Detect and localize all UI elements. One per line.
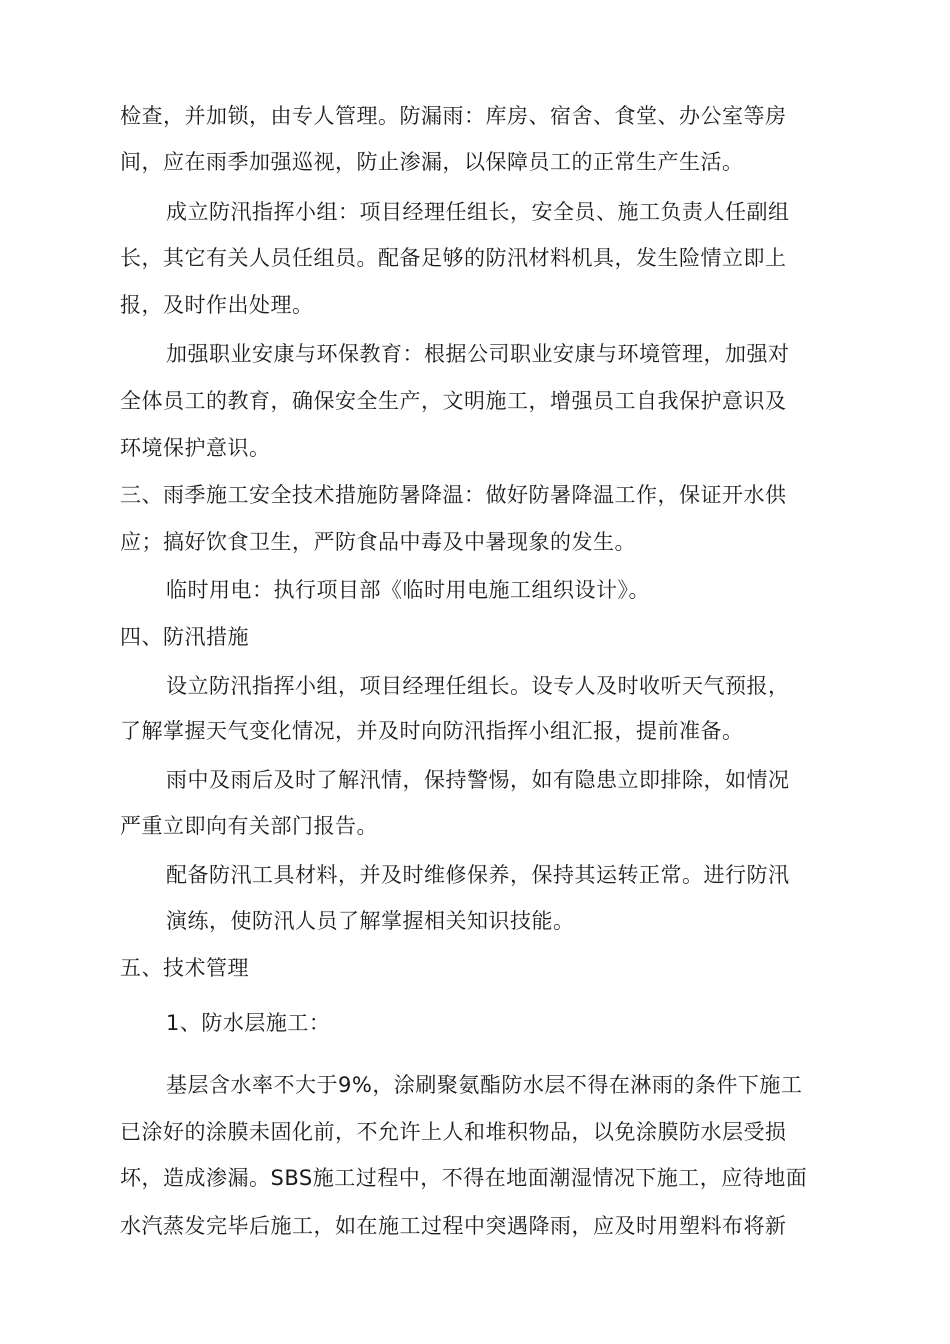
text-line-7: 全体员工的教育，确保安全生产，文明施工，增强员工自我保护意识及 — [120, 389, 787, 413]
text-line-2: 间，应在雨季加强巡视，防止渗漏，以保障员工的正常生产生活。 — [120, 150, 744, 174]
text-line-11: 临时用电：执行项目部《临时用电施工组织设计》。 — [166, 578, 650, 602]
text-line-15: 雨中及雨后及时了解汛情，保持警惕，如有隐患立即排除，如情况 — [166, 768, 790, 792]
text-line-5: 报，及时作出处理。 — [120, 293, 314, 317]
text-line-16: 严重立即向有关部门报告。 — [120, 814, 378, 838]
text-line-9: 三、雨季施工安全技术措施防暑降温：做好防暑降温工作，保证开水供 — [120, 483, 787, 507]
text-line-17: 配备防汛工具材料，并及时维修保养，保持其运转正常。进行防汛 — [166, 863, 790, 887]
text-line-24: 水汽蒸发完毕后施工，如在施工过程中突遇降雨，应及时用塑料布将新 — [120, 1214, 787, 1238]
subsection-heading-1: 1、防水层施工： — [166, 1011, 331, 1035]
text-line-1: 检查，并加锁，由专人管理。防漏雨：库房、宿舍、食堂、办公室等房 — [120, 104, 787, 128]
text-line-13: 设立防汛指挥小组，项目经理任组长。设专人及时收听天气预报， — [166, 674, 790, 698]
text-line-22: 已涂好的涂膜未固化前，不允许上人和堆积物品，以免涂膜防水层受损 — [120, 1120, 787, 1144]
text-line-21: 基层含水率不大于9%，涂刷聚氨酯防水层不得在淋雨的条件下施工 — [166, 1073, 803, 1097]
section-heading-5: 五、技术管理 — [120, 956, 249, 980]
text-line-6: 加强职业安康与环保教育：根据公司职业安康与环境管理，加强对 — [166, 342, 790, 366]
text-line-14: 了解掌握天气变化情况，并及时向防汛指挥小组汇报，提前准备。 — [120, 719, 744, 743]
text-line-4: 长，其它有关人员任组员。配备足够的防汛材料机具，发生险情立即上 — [120, 246, 787, 270]
section-heading-4: 四、防汛措施 — [120, 625, 249, 649]
text-line-3: 成立防汛指挥小组：项目经理任组长，安全员、施工负责人任副组 — [166, 200, 790, 224]
text-line-8: 环境保护意识。 — [120, 436, 271, 460]
text-line-23: 坏，造成渗漏。SBS施工过程中，不得在地面潮湿情况下施工，应待地面 — [120, 1166, 808, 1190]
text-line-18: 演练，使防汛人员了解掌握相关知识技能。 — [166, 909, 575, 933]
text-line-10: 应；搞好饮食卫生，严防食品中毒及中暑现象的发生。 — [120, 530, 636, 554]
